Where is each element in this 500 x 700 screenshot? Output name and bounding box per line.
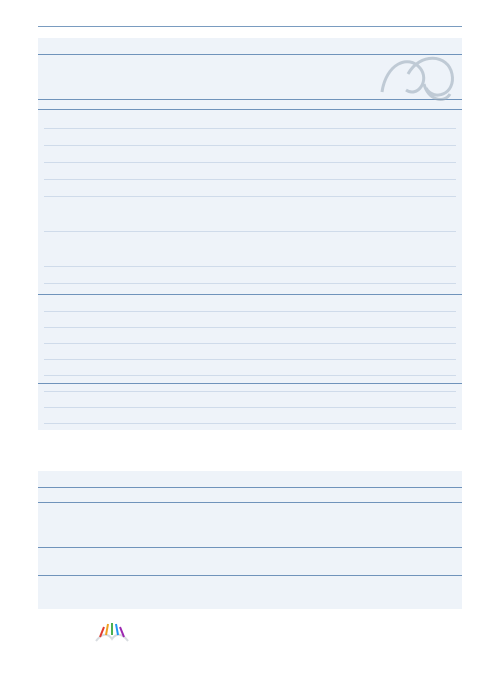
table-cell — [269, 408, 311, 424]
table-row — [38, 232, 462, 267]
root-length-split — [145, 235, 173, 244]
table-cell — [358, 180, 400, 197]
table-cell — [407, 344, 449, 360]
table-cell — [269, 146, 311, 163]
table-cell — [101, 296, 143, 312]
table-cell — [181, 392, 223, 408]
table-cell — [315, 267, 357, 284]
table-cell — [181, 328, 223, 344]
table-cell — [181, 360, 223, 376]
table-cell — [315, 180, 357, 197]
table-cell — [225, 296, 267, 312]
table-cell — [407, 129, 449, 146]
table-cell — [181, 197, 223, 211]
table-cell — [181, 129, 223, 146]
table-cell — [138, 408, 180, 424]
column-header — [181, 58, 223, 98]
table-2-title — [44, 475, 47, 482]
table-cell — [101, 376, 143, 392]
table-cell — [358, 146, 400, 163]
table-cell — [358, 197, 400, 211]
table-cell — [101, 197, 143, 211]
table-cell — [269, 360, 311, 376]
row-separator — [44, 423, 456, 424]
table-cell — [101, 232, 143, 246]
table-cell — [138, 392, 180, 408]
table-cell — [407, 180, 449, 197]
table-cell — [407, 408, 449, 424]
table-2-panel — [38, 471, 462, 609]
table-cell — [269, 197, 311, 211]
table-cell — [358, 232, 400, 246]
table-cell — [225, 112, 267, 129]
table-cell — [138, 112, 180, 129]
table-cell — [315, 232, 357, 246]
table-cell — [358, 344, 400, 360]
table-row — [38, 392, 462, 408]
table-cell — [407, 267, 449, 284]
column-header — [315, 58, 357, 98]
table-cell — [225, 392, 267, 408]
table-row — [38, 180, 462, 197]
table-cell — [225, 312, 267, 328]
table-cell — [358, 129, 400, 146]
table-cell — [269, 376, 311, 392]
table-cell — [138, 296, 180, 312]
table-cell — [138, 163, 180, 180]
table-cell — [101, 344, 143, 360]
table-cell — [315, 344, 357, 360]
table-cell — [101, 392, 143, 408]
table-cell — [138, 344, 180, 360]
running-header — [450, 14, 460, 23]
table-cell — [225, 408, 267, 424]
table-row — [38, 328, 462, 344]
table-cell — [138, 376, 180, 392]
table-bottom-rule — [38, 575, 462, 576]
table-cell — [315, 408, 357, 424]
table-cell — [225, 146, 267, 163]
table-cell — [181, 232, 223, 246]
table-cell — [269, 312, 311, 328]
table-row — [38, 408, 462, 424]
table-cell — [358, 408, 400, 424]
table-row — [38, 360, 462, 376]
column-header — [269, 58, 311, 98]
table-row — [38, 163, 462, 180]
table-cell — [269, 112, 311, 129]
table-cell — [407, 312, 449, 328]
table-cell — [181, 180, 223, 197]
table-cell — [101, 146, 143, 163]
table-cell — [101, 312, 143, 328]
table-cell — [101, 328, 143, 344]
table-cell — [358, 360, 400, 376]
table-row — [38, 344, 462, 360]
raheteb-book-logo — [92, 619, 132, 647]
table-cell — [407, 392, 449, 408]
table-row — [38, 312, 462, 328]
table-cell — [225, 163, 267, 180]
table-cell — [225, 360, 267, 376]
title-rule — [38, 487, 462, 488]
table-cell — [407, 232, 449, 246]
table-cell — [101, 129, 143, 146]
publisher-logo-watermark — [368, 44, 462, 124]
table-cell — [269, 344, 311, 360]
table-cell — [269, 163, 311, 180]
table-cell — [315, 146, 357, 163]
table-cell — [138, 146, 180, 163]
table-cell — [269, 392, 311, 408]
table-cell — [181, 163, 223, 180]
table-cell — [181, 344, 223, 360]
table-cell — [101, 408, 143, 424]
table-cell — [101, 163, 143, 180]
table-cell — [358, 296, 400, 312]
table-cell — [315, 312, 357, 328]
column-header — [138, 58, 180, 98]
table-cell — [225, 328, 267, 344]
table-cell — [407, 163, 449, 180]
table-cell — [138, 180, 180, 197]
group-rule — [38, 294, 462, 295]
table-cell — [225, 267, 267, 284]
table-cell — [225, 129, 267, 146]
table-row — [38, 296, 462, 312]
table-cell — [269, 296, 311, 312]
table-cell — [358, 312, 400, 328]
table-cell — [101, 360, 143, 376]
table-cell — [407, 360, 449, 376]
table-cell — [101, 180, 143, 197]
table-row — [38, 376, 462, 392]
table-cell — [358, 163, 400, 180]
table-row — [38, 146, 462, 163]
table-cell — [225, 197, 267, 211]
header-rule-bottom — [38, 547, 462, 548]
table-cell — [407, 197, 449, 211]
table-1-title — [44, 42, 47, 49]
header-rule — [38, 26, 462, 27]
table-cell — [315, 376, 357, 392]
table-cell — [138, 360, 180, 376]
table-cell — [138, 328, 180, 344]
table-cell — [315, 296, 357, 312]
table-cell — [269, 129, 311, 146]
table-cell — [315, 328, 357, 344]
table-cell — [181, 296, 223, 312]
table-cell — [358, 376, 400, 392]
table-cell — [269, 267, 311, 284]
table-cell — [269, 180, 311, 197]
table-cell — [101, 267, 143, 284]
table-cell — [181, 146, 223, 163]
table-cell — [315, 112, 357, 129]
table-cell — [315, 129, 357, 146]
table-cell — [138, 267, 180, 284]
table-cell — [315, 197, 357, 211]
subtitle-rule — [38, 502, 462, 503]
table-row — [38, 267, 462, 284]
column-header — [101, 58, 143, 98]
table-cell — [225, 180, 267, 197]
table-cell — [181, 267, 223, 284]
table-cell — [358, 267, 400, 284]
table-cell — [407, 296, 449, 312]
table-cell — [181, 376, 223, 392]
table-cell — [101, 112, 143, 129]
column-header — [225, 58, 267, 98]
table-row — [38, 129, 462, 146]
root-length-split — [145, 200, 173, 209]
table-cell — [315, 360, 357, 376]
table-cell — [181, 312, 223, 328]
table-cell — [225, 344, 267, 360]
table-bottom-rule — [38, 383, 462, 384]
table-cell — [358, 392, 400, 408]
table-cell — [138, 312, 180, 328]
table-cell — [407, 376, 449, 392]
table-cell — [138, 129, 180, 146]
table-cell — [407, 328, 449, 344]
table-cell — [269, 328, 311, 344]
table-cell — [181, 408, 223, 424]
row-separator — [44, 283, 456, 284]
table-cell — [269, 232, 311, 246]
table-cell — [358, 328, 400, 344]
table-cell — [225, 376, 267, 392]
table-cell — [225, 232, 267, 246]
table-cell — [181, 112, 223, 129]
table-cell — [407, 146, 449, 163]
table-cell — [315, 392, 357, 408]
table-cell — [315, 163, 357, 180]
table-row — [38, 197, 462, 232]
